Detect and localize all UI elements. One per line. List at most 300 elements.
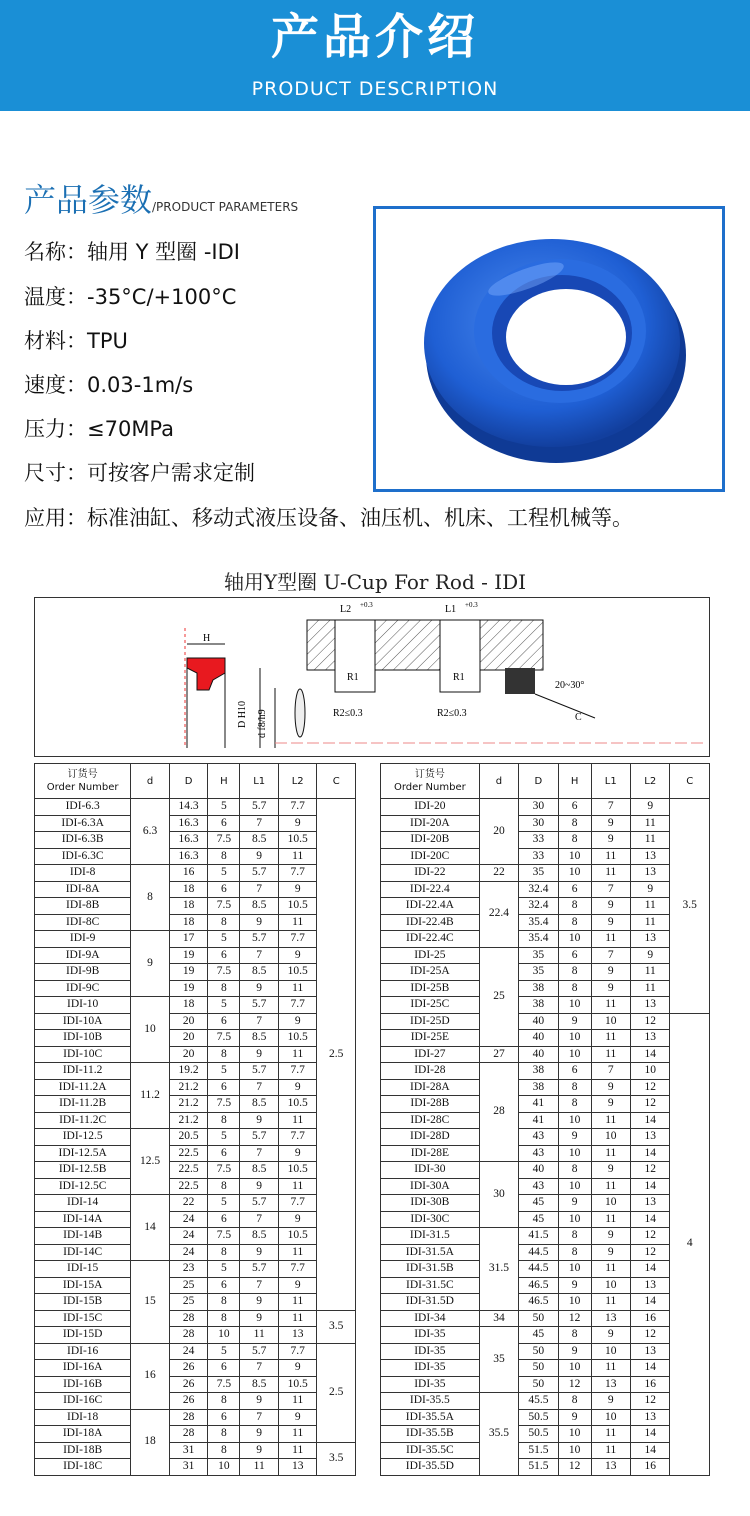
cell-value: 30 — [519, 799, 558, 816]
cell-value: 8.5 — [240, 964, 279, 981]
cell-value: 8.5 — [240, 1228, 279, 1245]
table-row — [381, 832, 710, 849]
cell-value: 43 — [519, 1129, 558, 1146]
cell-value: 20.5 — [169, 1129, 208, 1146]
cell-value: 10.5 — [278, 1096, 317, 1113]
cell-value: 8.5 — [240, 1376, 279, 1393]
table-row — [381, 1442, 710, 1459]
cell-order: IDI-35 — [381, 1376, 480, 1393]
cell-value: 11 — [631, 964, 670, 981]
cell-value: 38 — [519, 997, 558, 1014]
seal-profile — [185, 628, 225, 748]
cell-value: 45.5 — [519, 1393, 558, 1410]
cell-value: 13 — [631, 1129, 670, 1146]
table-row — [381, 997, 710, 1014]
cell-order: IDI-15C — [35, 1310, 131, 1327]
cell-value: 51.5 — [519, 1459, 558, 1476]
cell-value: 46.5 — [519, 1277, 558, 1294]
table-row — [381, 1129, 710, 1146]
cell-value: 20 — [169, 1013, 208, 1030]
cell-order: IDI-35.5B — [381, 1426, 480, 1443]
cell-value: 24 — [169, 1228, 208, 1245]
table-row — [381, 1426, 710, 1443]
cell-order: IDI-14 — [35, 1195, 131, 1212]
cell-value: 10 — [558, 1178, 591, 1195]
cell-value: 9 — [558, 1409, 591, 1426]
cell-value: 41 — [519, 1112, 558, 1129]
cell-order: IDI-18B — [35, 1442, 131, 1459]
table-row — [381, 1343, 710, 1360]
cell-value: 9 — [278, 1013, 317, 1030]
cell-value: 22.5 — [169, 1178, 208, 1195]
cell-value: 11 — [591, 1211, 630, 1228]
table-row — [35, 931, 356, 948]
cell-value: 7 — [591, 881, 630, 898]
cell-order: IDI-31.5A — [381, 1244, 480, 1261]
cell-value: 16 — [169, 865, 208, 882]
cell-value: 18 — [169, 997, 208, 1014]
cell-value: 8 — [208, 1426, 240, 1443]
cell-value: 9 — [591, 1228, 630, 1245]
cell-value: 7 — [240, 947, 279, 964]
cell-value: 16.3 — [169, 832, 208, 849]
cell-value: 8 — [558, 914, 591, 931]
cell-order: IDI-11.2B — [35, 1096, 131, 1113]
cell-value: 11 — [591, 931, 630, 948]
cell-order: IDI-28A — [381, 1079, 480, 1096]
cell-value: 7.5 — [208, 1228, 240, 1245]
cell-order: IDI-35 — [381, 1327, 480, 1344]
cell-value: 9 — [558, 1343, 591, 1360]
cell-value: 8 — [558, 832, 591, 849]
cell-order: IDI-8B — [35, 898, 131, 915]
cell-value: 6 — [208, 815, 240, 832]
cell-value: 9 — [240, 1442, 279, 1459]
label-l2: L2 — [340, 604, 352, 615]
cell-order: IDI-22.4A — [381, 898, 480, 915]
cell-value: 7.5 — [208, 1096, 240, 1113]
col-d: d — [479, 764, 518, 799]
table-row — [35, 832, 356, 849]
table-row — [35, 1129, 356, 1146]
table-row — [35, 1096, 356, 1113]
cell-order: IDI-25A — [381, 964, 480, 981]
cell-order: IDI-9B — [35, 964, 131, 981]
cell-order: IDI-12.5A — [35, 1145, 131, 1162]
cell-order: IDI-25B — [381, 980, 480, 997]
cell-value: 6 — [208, 1079, 240, 1096]
cell-value: 46.5 — [519, 1294, 558, 1311]
cell-value: 7.5 — [208, 832, 240, 849]
cell-order: IDI-10A — [35, 1013, 131, 1030]
label-r2-b: R2≤0.3 — [437, 708, 467, 719]
cell-value: 10 — [208, 1327, 240, 1344]
cell-order: IDI-35.5D — [381, 1459, 480, 1476]
cell-order: IDI-20A — [381, 815, 480, 832]
cell-value: 32.4 — [519, 898, 558, 915]
cell-d: 14 — [131, 1195, 170, 1261]
table-row — [35, 1409, 356, 1426]
table-row — [35, 1063, 356, 1080]
cell-value: 7 — [240, 1145, 279, 1162]
cell-value: 9 — [591, 1244, 630, 1261]
cell-d: 22.4 — [479, 881, 518, 947]
cell-value: 22 — [169, 1195, 208, 1212]
cell-value: 26 — [169, 1376, 208, 1393]
table-row — [381, 914, 710, 931]
cell-value: 11 — [278, 980, 317, 997]
cell-value: 9 — [278, 1277, 317, 1294]
cell-value: 6 — [208, 1145, 240, 1162]
cell-order: IDI-15 — [35, 1261, 131, 1278]
cell-order: IDI-15B — [35, 1294, 131, 1311]
label-angle: 20~30° — [555, 680, 585, 691]
cell-value: 16.3 — [169, 815, 208, 832]
banner-title-cn: 产品介绍 — [270, 9, 479, 65]
cell-order: IDI-31.5C — [381, 1277, 480, 1294]
cell-value: 6 — [208, 947, 240, 964]
cell-value: 45 — [519, 1327, 558, 1344]
cell-value: 19 — [169, 980, 208, 997]
cell-order: IDI-8C — [35, 914, 131, 931]
col-L2: L2 — [278, 764, 317, 799]
cell-value: 11 — [631, 898, 670, 915]
table-row — [35, 815, 356, 832]
cell-order: IDI-35.5A — [381, 1409, 480, 1426]
table-row — [35, 1459, 356, 1476]
cell-value: 7.7 — [278, 1261, 317, 1278]
cell-value: 9 — [278, 1409, 317, 1426]
cell-value: 21.2 — [169, 1096, 208, 1113]
cell-value: 24 — [169, 1343, 208, 1360]
cell-value: 7.7 — [278, 1129, 317, 1146]
cell-order: IDI-12.5C — [35, 1178, 131, 1195]
cell-value: 50.5 — [519, 1409, 558, 1426]
cell-value: 5.7 — [240, 1129, 279, 1146]
cell-value: 6 — [558, 1063, 591, 1080]
cell-d: 6.3 — [131, 799, 170, 865]
cell-value: 11 — [278, 1426, 317, 1443]
cell-value: 12 — [631, 1079, 670, 1096]
cell-value: 13 — [631, 1277, 670, 1294]
cell-order: IDI-14C — [35, 1244, 131, 1261]
cell-value: 8.5 — [240, 898, 279, 915]
cell-order: IDI-8 — [35, 865, 131, 882]
cell-value: 14.3 — [169, 799, 208, 816]
cell-value: 10.5 — [278, 832, 317, 849]
cell-value: 9 — [591, 914, 630, 931]
table-row — [35, 1162, 356, 1179]
cell-order: IDI-30 — [381, 1162, 480, 1179]
col-D: D — [169, 764, 208, 799]
cell-value: 8 — [208, 1393, 240, 1410]
cell-value: 11 — [278, 1178, 317, 1195]
table-row — [381, 1162, 710, 1179]
table-row — [381, 1145, 710, 1162]
cell-value: 16 — [631, 1376, 670, 1393]
cell-value: 25 — [169, 1294, 208, 1311]
cell-value: 51.5 — [519, 1442, 558, 1459]
cell-value: 7 — [240, 1360, 279, 1377]
cell-value: 9 — [591, 1162, 630, 1179]
table-row — [381, 931, 710, 948]
cell-value: 41.5 — [519, 1228, 558, 1245]
col-L1: L1 — [240, 764, 279, 799]
cell-value: 9 — [591, 1079, 630, 1096]
cell-value: 11 — [631, 914, 670, 931]
cell-value: 7 — [240, 881, 279, 898]
cell-value: 10 — [558, 865, 591, 882]
cell-value: 11 — [591, 1426, 630, 1443]
cell-value: 7.5 — [208, 898, 240, 915]
cell-order: IDI-28 — [381, 1063, 480, 1080]
cell-value: 31 — [169, 1442, 208, 1459]
cell-d: 25 — [479, 947, 518, 1046]
cell-value: 9 — [558, 1195, 591, 1212]
cell-value: 10 — [591, 1409, 630, 1426]
table-row — [381, 1277, 710, 1294]
cell-value: 8.5 — [240, 1030, 279, 1047]
cell-order: IDI-9C — [35, 980, 131, 997]
cell-value: 6 — [208, 1277, 240, 1294]
cell-order: IDI-28D — [381, 1129, 480, 1146]
cell-value: 11 — [591, 1294, 630, 1311]
cell-value: 8 — [208, 980, 240, 997]
table-row — [35, 1360, 356, 1377]
cell-d: 28 — [479, 1063, 518, 1162]
cell-order: IDI-18A — [35, 1426, 131, 1443]
cell-order: IDI-10B — [35, 1030, 131, 1047]
cell-order: IDI-31.5D — [381, 1294, 480, 1311]
cell-value: 6 — [558, 947, 591, 964]
cell-value: 32.4 — [519, 881, 558, 898]
label-d-h10: D H10 — [237, 701, 248, 728]
cell-value: 13 — [631, 865, 670, 882]
cell-value: 5 — [208, 931, 240, 948]
cell-value: 8 — [208, 1178, 240, 1195]
label-r1-a: R1 — [347, 672, 359, 683]
cell-value: 7.7 — [278, 997, 317, 1014]
cell-order: IDI-16A — [35, 1360, 131, 1377]
cell-value: 11 — [278, 1244, 317, 1261]
label-r1-b: R1 — [453, 672, 465, 683]
param-application: 应用：标准油缸、移动式液压设备、油压机、机床、工程机械等。 — [24, 506, 633, 530]
params-heading — [24, 180, 298, 227]
cell-value: 12 — [631, 1228, 670, 1245]
cell-value: 8 — [208, 1294, 240, 1311]
cell-value: 10 — [631, 1063, 670, 1080]
cell-order: IDI-28B — [381, 1096, 480, 1113]
cell-value: 11 — [240, 1327, 279, 1344]
cell-value: 9 — [240, 980, 279, 997]
cell-order: IDI-10 — [35, 997, 131, 1014]
cell-value: 10 — [558, 1112, 591, 1129]
cell-value: 11 — [631, 815, 670, 832]
cell-d: 30 — [479, 1162, 518, 1228]
cell-value: 9 — [278, 947, 317, 964]
cell-value: 16 — [631, 1459, 670, 1476]
cell-d: 12.5 — [131, 1129, 170, 1195]
table-row — [381, 1228, 710, 1245]
cell-value: 13 — [278, 1459, 317, 1476]
cell-order: IDI-14A — [35, 1211, 131, 1228]
cell-value: 14 — [631, 1112, 670, 1129]
cell-value: 8 — [558, 980, 591, 997]
cell-value: 13 — [631, 931, 670, 948]
cell-d: 20 — [479, 799, 518, 865]
cell-value: 14 — [631, 1145, 670, 1162]
cell-value: 11 — [240, 1459, 279, 1476]
cell-value: 19 — [169, 947, 208, 964]
cell-value: 22.5 — [169, 1145, 208, 1162]
table-row — [35, 1046, 356, 1063]
table-row — [381, 1360, 710, 1377]
cell-value: 10.5 — [278, 898, 317, 915]
cell-value: 13 — [591, 1376, 630, 1393]
cell-value: 9 — [278, 1079, 317, 1096]
cell-value: 8.5 — [240, 1162, 279, 1179]
cell-value: 12 — [631, 1162, 670, 1179]
cell-value: 9 — [558, 1277, 591, 1294]
label-d-f8: d f8/h9 — [257, 709, 268, 738]
cell-value: 26 — [169, 1360, 208, 1377]
header-banner — [0, 0, 750, 111]
cell-value: 13 — [631, 848, 670, 865]
cell-value: 5 — [208, 1195, 240, 1212]
cell-order: IDI-9A — [35, 947, 131, 964]
cell-value: 7.5 — [208, 1376, 240, 1393]
cell-order: IDI-15A — [35, 1277, 131, 1294]
cell-value: 22.5 — [169, 1162, 208, 1179]
cell-value: 10 — [558, 931, 591, 948]
cell-order: IDI-16 — [35, 1343, 131, 1360]
table-row — [35, 1211, 356, 1228]
cell-d: 35.5 — [479, 1393, 518, 1476]
cell-order: IDI-22.4B — [381, 914, 480, 931]
cell-value: 10 — [208, 1459, 240, 1476]
col-L2: L2 — [631, 764, 670, 799]
cell-order: IDI-35.5C — [381, 1442, 480, 1459]
cell-value: 12 — [631, 1393, 670, 1410]
cell-value: 9 — [591, 815, 630, 832]
table-row — [35, 1030, 356, 1047]
cell-value: 7.7 — [278, 1063, 317, 1080]
cell-value: 13 — [631, 1409, 670, 1426]
cell-value: 8 — [558, 1327, 591, 1344]
cell-value: 8 — [208, 848, 240, 865]
cell-value: 5 — [208, 1261, 240, 1278]
cell-value: 9 — [240, 1310, 279, 1327]
cell-value: 9 — [240, 1244, 279, 1261]
cell-value: 11 — [278, 1294, 317, 1311]
cell-value: 28 — [169, 1327, 208, 1344]
cell-value: 35 — [519, 865, 558, 882]
cell-order: IDI-28E — [381, 1145, 480, 1162]
cell-value: 5.7 — [240, 1261, 279, 1278]
cell-value: 11 — [591, 1261, 630, 1278]
cell-value: 12 — [631, 1327, 670, 1344]
cell-order: IDI-11.2 — [35, 1063, 131, 1080]
cell-value: 5 — [208, 1063, 240, 1080]
cell-order: IDI-8A — [35, 881, 131, 898]
table-row — [35, 898, 356, 915]
header-row — [381, 764, 710, 799]
cell-value: 28 — [169, 1409, 208, 1426]
cell-c: 4 — [670, 1013, 710, 1475]
table-row — [35, 799, 356, 816]
cell-value: 20 — [169, 1030, 208, 1047]
cell-value: 7.7 — [278, 931, 317, 948]
table-row — [381, 1459, 710, 1476]
table-row — [35, 1244, 356, 1261]
cell-value: 11 — [591, 1178, 630, 1195]
cell-value: 44.5 — [519, 1261, 558, 1278]
param-temperature: 温度：-35°C/+100°C — [24, 285, 237, 309]
cell-value: 10 — [558, 1030, 591, 1047]
banner-title-en: PRODUCT DESCRIPTION — [251, 78, 499, 100]
table-row — [35, 1261, 356, 1278]
cell-value: 11 — [278, 848, 317, 865]
cell-value: 10 — [591, 1129, 630, 1146]
cell-value: 8 — [558, 964, 591, 981]
cell-value: 11 — [591, 1360, 630, 1377]
table-row — [381, 1178, 710, 1195]
cell-value: 10 — [558, 1442, 591, 1459]
col-order-number: 订货号 Order Number — [35, 764, 131, 799]
cell-value: 14 — [631, 1426, 670, 1443]
table-row — [381, 1046, 710, 1063]
cell-value: 8 — [208, 914, 240, 931]
cell-value: 7.7 — [278, 865, 317, 882]
cell-value: 19 — [169, 964, 208, 981]
col-order-number: 订货号 Order Number — [381, 764, 480, 799]
cell-value: 24 — [169, 1211, 208, 1228]
cell-value: 45 — [519, 1211, 558, 1228]
col-C: C — [670, 764, 710, 799]
param-pressure: 压力：≤70MPa — [24, 417, 175, 441]
cell-value: 41 — [519, 1096, 558, 1113]
cell-value: 10 — [558, 1046, 591, 1063]
cell-order: IDI-11.2A — [35, 1079, 131, 1096]
cell-value: 45 — [519, 1195, 558, 1212]
cell-order: IDI-15D — [35, 1327, 131, 1344]
cell-value: 38 — [519, 1063, 558, 1080]
cell-value: 10 — [591, 1195, 630, 1212]
col-d: d — [131, 764, 170, 799]
cell-value: 50 — [519, 1376, 558, 1393]
cell-value: 14 — [631, 1360, 670, 1377]
cell-c: 2.5 — [317, 799, 356, 1311]
label-c: C — [575, 712, 582, 723]
cell-c: 3.5 — [317, 1442, 356, 1475]
table-row — [381, 1013, 710, 1030]
cell-order: IDI-25 — [381, 947, 480, 964]
table-row — [35, 1327, 356, 1344]
cell-value: 12 — [631, 1244, 670, 1261]
params-heading-en: /PRODUCT PARAMETERS — [152, 200, 299, 214]
table-row — [35, 980, 356, 997]
cell-order: IDI-16B — [35, 1376, 131, 1393]
cell-value: 9 — [240, 1046, 279, 1063]
cell-value: 8 — [558, 1228, 591, 1245]
cell-value: 35.4 — [519, 914, 558, 931]
cell-value: 12 — [631, 1013, 670, 1030]
cell-value: 33 — [519, 832, 558, 849]
table-row — [381, 848, 710, 865]
cell-order: IDI-30B — [381, 1195, 480, 1212]
cell-value: 40 — [519, 1013, 558, 1030]
cell-value: 43 — [519, 1178, 558, 1195]
